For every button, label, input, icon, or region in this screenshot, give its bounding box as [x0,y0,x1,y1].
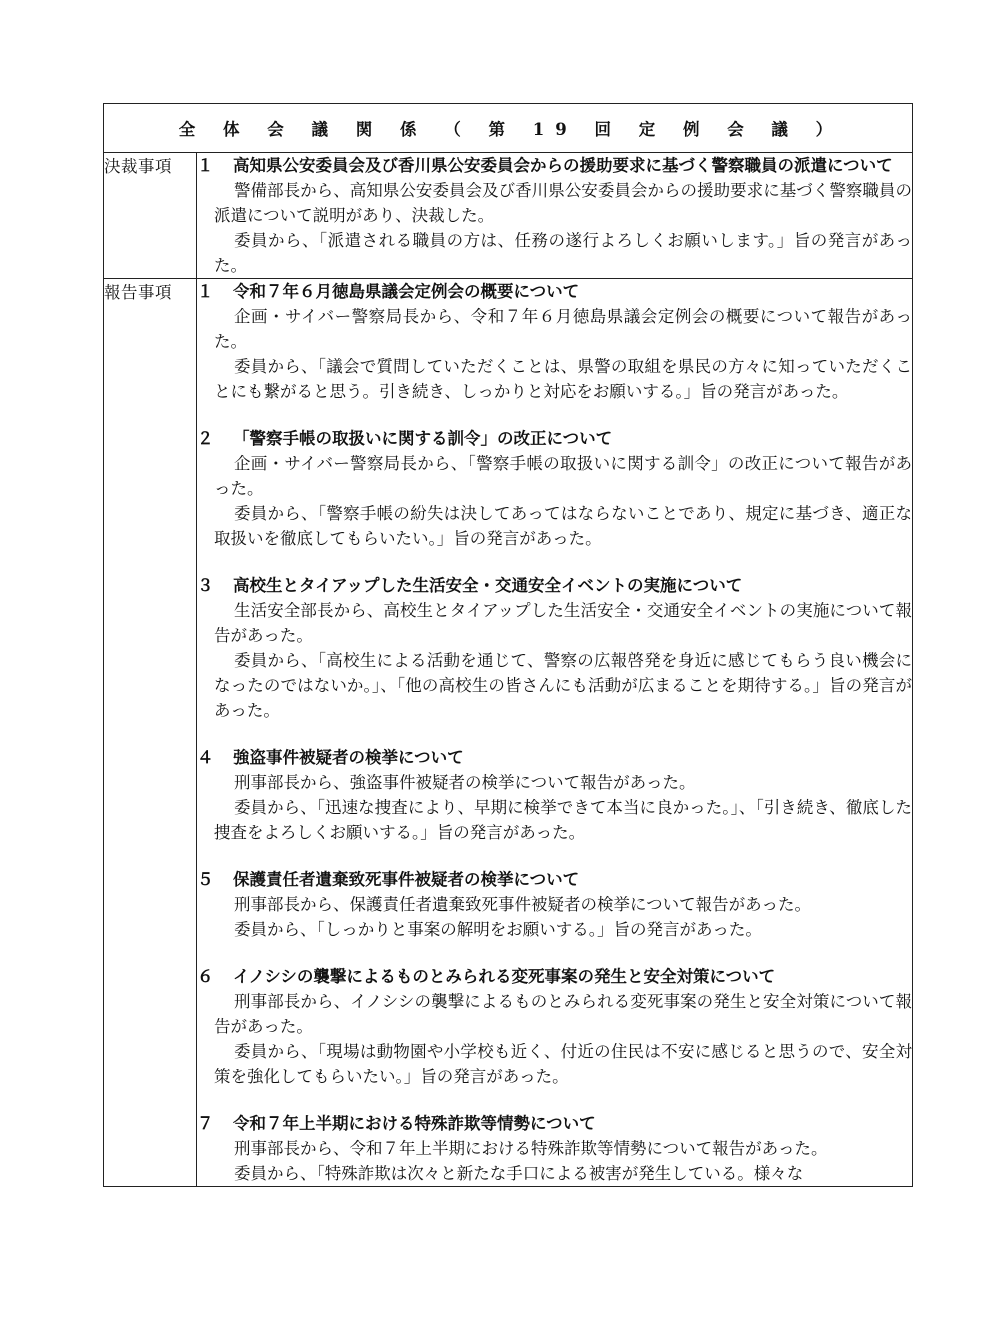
item-paragraph: 委員から、「警察手帳の紛失は決してあってはならないことであり、規定に基づき、適正な取扱いを徹底してもらいたい。」旨の発言があった。 [214,504,912,548]
item-number: １ [197,282,214,301]
minutes-table [103,103,913,1187]
section-content [197,153,913,279]
list-item [197,153,912,278]
item-heading: 令和７年上半期における特殊詐欺等情勢について [233,1114,596,1133]
list-item [197,1111,912,1186]
item-paragraph: 委員から、「派遣される職員の方は、任務の遂行よろしくお願いします。」旨の発言があった。 [214,231,912,275]
item-heading: 保護責任者遺棄致死事件被疑者の検挙について [233,870,580,889]
item-heading: 高校生とタイアップした生活安全・交通安全イベントの実施について [233,576,743,595]
item-heading: 令和７年６月徳島県議会定例会の概要について [233,282,580,301]
item-paragraph: 刑事部長から、強盗事件被疑者の検挙について報告があった。 [234,773,696,792]
item-paragraph: 刑事部長から、イノシシの襲撃によるものとみられる変死事案の発生と安全対策について報告があった。 [214,992,912,1036]
item-number: ２ [197,429,214,448]
item-paragraph: 警備部長から、高知県公安委員会及び香川県公安委員会からの援助要求に基づく警察職員の派遣について説明があり、決裁した。 [214,181,912,225]
item-number: ３ [197,576,214,595]
title-row [104,104,913,153]
item-heading: 高知県公安委員会及び香川県公安委員会からの援助要求に基づく警察職員の派遣について [233,156,893,175]
list-item [197,745,912,845]
list-item [197,279,912,404]
item-number: ５ [197,870,214,889]
section-label: 報告事項 [104,279,197,1187]
item-paragraph: 生活安全部長から、高校生とタイアップした生活安全・交通安全イベントの実施について報告があった。 [214,601,912,645]
section-row-report [104,279,913,1187]
item-number: ７ [197,1114,214,1133]
item-paragraph: 刑事部長から、保護責任者遺棄致死事件被疑者の検挙について報告があった。 [234,895,812,914]
table-title: 全 体 会 議 関 係 （ 第 19 回 定 例 会 議 ） [104,104,913,153]
item-paragraph: 企画・サイバー警察局長から、「警察手帳の取扱いに関する訓令」の改正について報告があった。 [214,454,912,498]
list-item [197,964,912,1089]
item-number: １ [197,156,214,175]
section-content [197,279,913,1187]
item-paragraph: 刑事部長から、令和７年上半期における特殊詐欺等情勢について報告があった。 [234,1139,828,1158]
section-row-decision [104,153,913,279]
item-paragraph: 委員から、「しっかりと事案の解明をお願いする。」旨の発言があった。 [234,920,762,939]
item-paragraph: 企画・サイバー警察局長から、令和７年６月徳島県議会定例会の概要について報告があった。 [214,307,912,351]
item-paragraph: 委員から、「議会で質問していただくことは、県警の取組を県民の方々に知っていただくことにも繋がると思う。引き続き、しっかりと対応をお願いする。」旨の発言があった。 [214,357,913,401]
list-item [197,867,912,942]
item-paragraph: 委員から、「迅速な捜査により、早期に検挙できて本当に良かった。」、「引き続き、徹底した捜査をよろしくお願いする。」旨の発言があった。 [214,798,912,842]
item-number: ６ [197,967,214,986]
item-paragraph: 委員から、「現場は動物園や小学校も近く、付近の住民は不安に感じると思うので、安全対策を強化してもらいたい。」旨の発言があった。 [214,1042,912,1086]
list-item [197,573,912,723]
item-number: ４ [197,748,214,767]
list-item [197,426,912,551]
item-paragraph: 委員から、「高校生による活動を通じて、警察の広報啓発を身近に感じてもらう良い機会になったのではないか。」、「他の高校生の皆さんにも活動が広まることを期待する。」旨の発言があった。 [214,651,912,720]
item-heading: 強盗事件被疑者の検挙について [233,748,464,767]
item-paragraph: 委員から、「特殊詐欺は次々と新たな手口による被害が発生している。様々な [234,1164,804,1183]
section-label: 決裁事項 [104,153,197,279]
item-heading: 「警察手帳の取扱いに関する訓令」の改正について [233,429,613,448]
item-heading: イノシシの襲撃によるものとみられる変死事案の発生と安全対策について [233,967,776,986]
